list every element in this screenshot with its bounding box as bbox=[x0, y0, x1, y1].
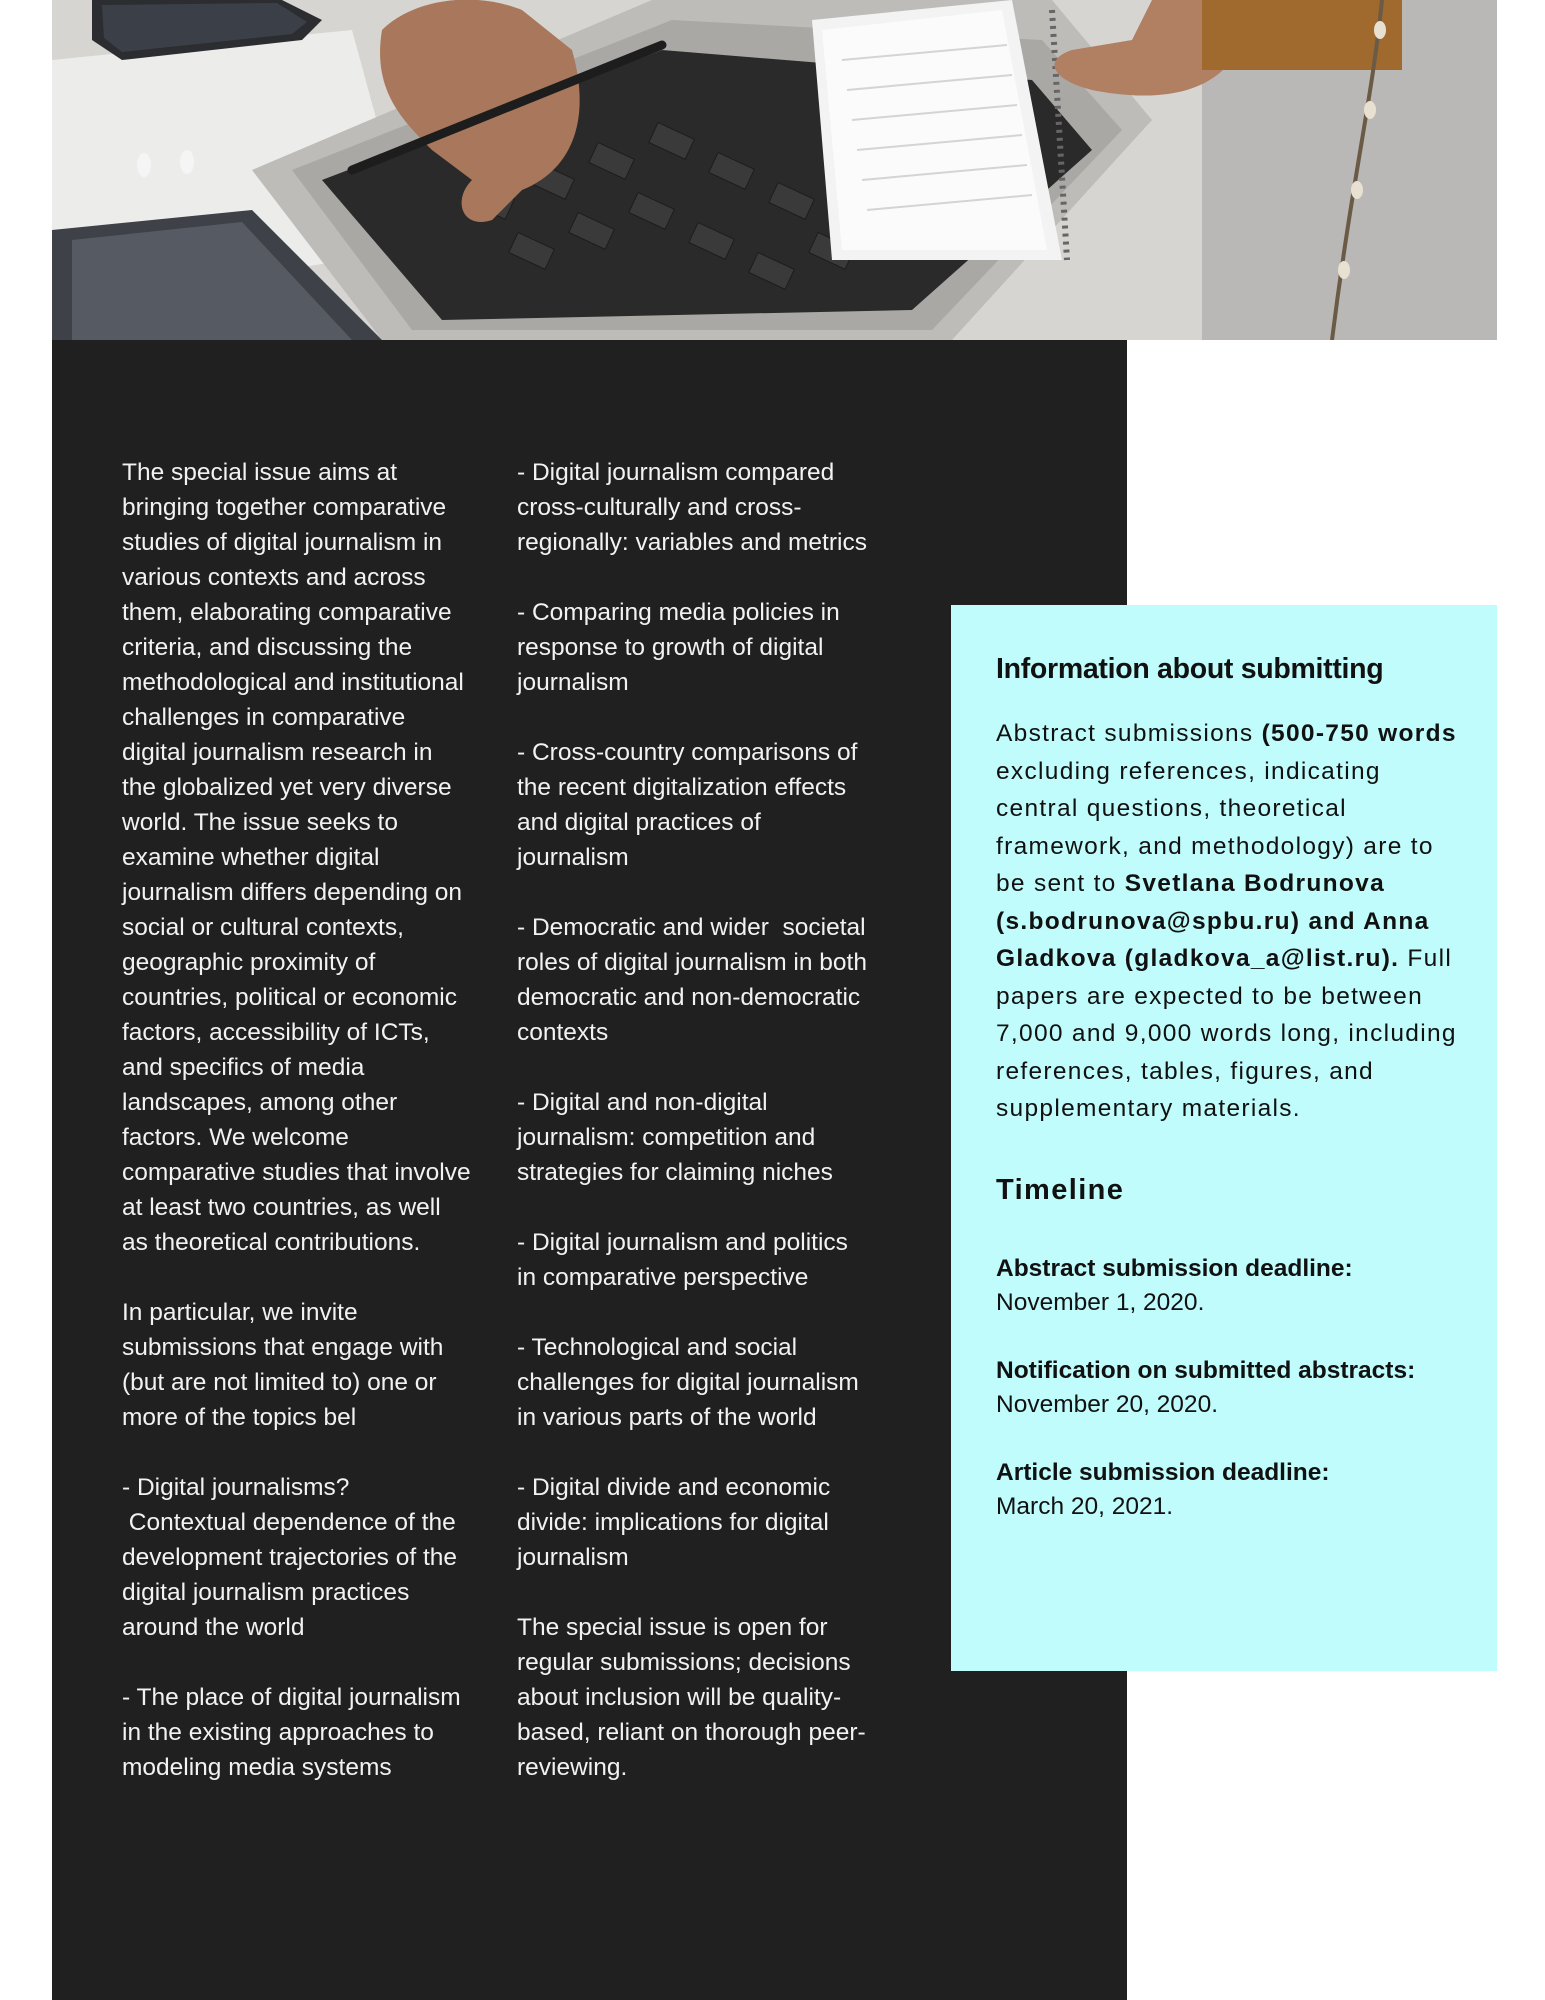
topic-item: - Comparing media policies in response to growth of digital journalism bbox=[517, 599, 840, 696]
topic-item: - Digital divide and economic divide: implications for digital journalism bbox=[517, 1474, 831, 1571]
topic-item: - Digital and non-digital journalism: competition and strategies for claiming niches bbox=[517, 1089, 833, 1186]
timeline-date: March 20, 2021. bbox=[996, 1492, 1174, 1520]
info-body-text: excluding references, indicating central questions, theoretical framework, and methodology) are to be sent to bbox=[996, 757, 1434, 897]
info-title: Information about submitting bbox=[996, 653, 1384, 685]
timeline-label: Abstract submission deadline: bbox=[996, 1254, 1353, 1282]
topic-item: - Democratic and wider societal roles of digital journalism in both democratic and non-democratic contexts bbox=[517, 914, 867, 1046]
topic-item: - The place of digital journalism in the existing approaches to modeling media systems bbox=[122, 1684, 461, 1781]
intro-paragraph: The special issue aims at bringing together comparative studies of digital journalism in various contexts and across them, elaborating comparative criteria, and discussing the methodological and institutional challenges in comparative digital journalism research in the globalized yet very diverse world. The issue seeks to examine whether digital journalism differs depending on social or cultural contexts, geographic proximity of countries, political or economic factors, accessibility of ICTs, and specifics of media landscapes, among other factors. We welcome comparative studies that involve at least two countries, as well as theoretical contributions. bbox=[122, 459, 471, 1256]
topic-item: - Cross-country comparisons of the recent digitalization effects and digital practices of journalism bbox=[517, 739, 858, 871]
info-body bbox=[996, 715, 1457, 1128]
word-count-text: (500-750 words bbox=[1261, 720, 1457, 747]
timeline-item bbox=[996, 1252, 1457, 1320]
contact-names-text: Svetlana Bodrunova (s.bodrunova@spbu.ru) and Anna Gladkova (gladkova_a@list.ru). bbox=[996, 870, 1430, 972]
closing-paragraph: The special issue is open for regular submissions; decisions about inclusion will be quality-based, reliant on thorough peer-reviewing. bbox=[517, 1614, 866, 1781]
laptop-notebook-illustration bbox=[52, 0, 1497, 340]
column-left bbox=[122, 455, 472, 1785]
timeline-item bbox=[996, 1456, 1457, 1524]
timeline-label: Notification on submitted abstracts: bbox=[996, 1356, 1416, 1384]
timeline-item bbox=[996, 1354, 1457, 1422]
topic-item: - Digital journalism compared cross-culturally and cross-regionally: variables and metrics bbox=[517, 459, 867, 556]
topic-item: - Digital journalisms? Contextual dependence of the development trajectories of the digital journalism practices around the world bbox=[122, 1474, 458, 1641]
info-body-text: Full papers are expected to be between 7,000 and 9,000 words long, including references, tables, figures, and supplementary materials. bbox=[996, 945, 1457, 1122]
timeline-label: Article submission deadline: bbox=[996, 1458, 1330, 1486]
invitation-paragraph: In particular, we invite submissions that engage with (but are not limited to) one or more of the topics bel bbox=[122, 1299, 444, 1431]
timeline-date: November 1, 2020. bbox=[996, 1288, 1205, 1316]
submission-info-box bbox=[951, 605, 1497, 1671]
timeline-title: Timeline bbox=[996, 1173, 1125, 1206]
topic-item: - Technological and social challenges for digital journalism in various parts of the world bbox=[517, 1334, 859, 1431]
info-body-text: Abstract submissions bbox=[996, 720, 1262, 747]
column-middle bbox=[517, 455, 872, 1785]
header-photo bbox=[52, 0, 1497, 340]
topic-item: - Digital journalism and politics in comparative perspective bbox=[517, 1229, 848, 1291]
timeline-date: November 20, 2020. bbox=[996, 1390, 1218, 1418]
